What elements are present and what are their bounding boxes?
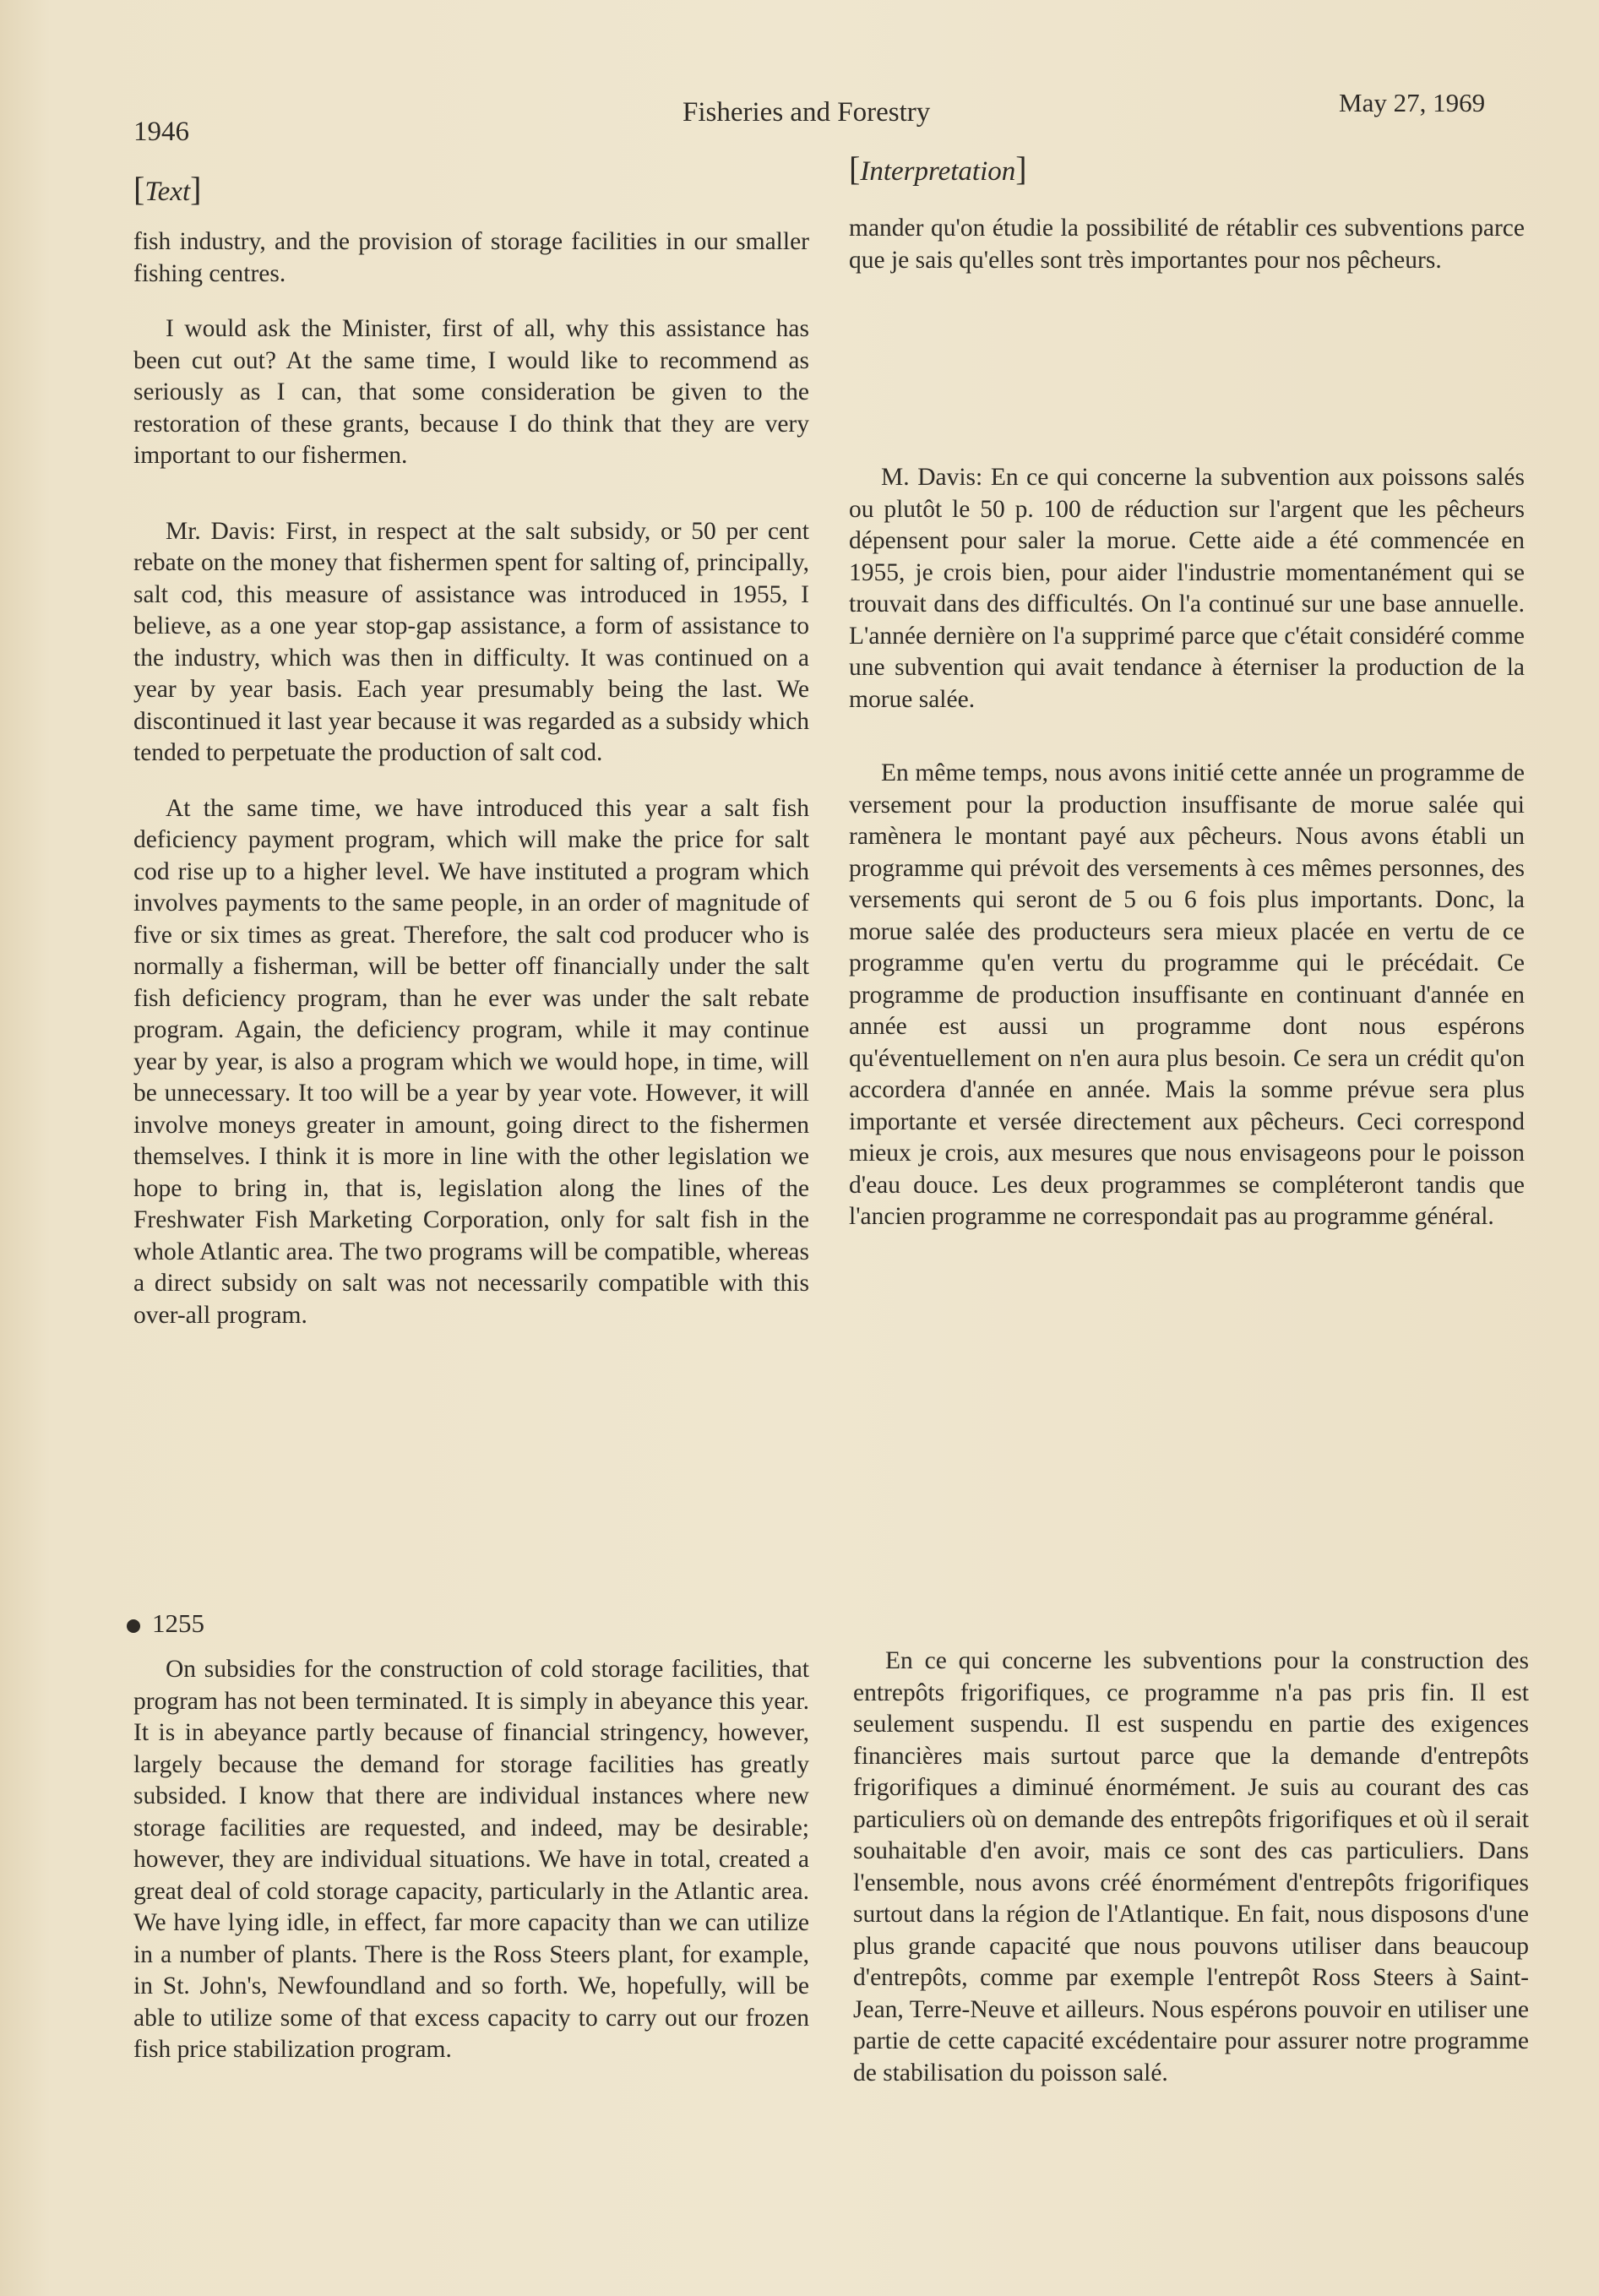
french-column-label: [Interpretation] <box>849 150 1027 188</box>
english-paragraph-2: I would ask the Minister, first of all, why this assistance has been cut out? At the same time, I would like to recommend as seriously as I can, that some consideration be given to the restoration of these grants, because I do think that they are very important to our fishermen. <box>133 315 809 469</box>
page-number: 1946 <box>133 117 189 147</box>
english-paragraph-4: At the same time, we have introduced this year a salt fish deficiency payment program, which will make the price for salt cod rise up to a higher level. We have instituted a program which involves payments to the same people, in an order of magnitude of five or six times as great. Therefore, the salt cod producer who is normally a fisherman, will be better off financially under the salt fish deficiency program, than he ever was under the salt rebate program. Again, the deficiency program, while it may continue year by year, is also a program which we would hope, in time, will be unnecessary. It too will be a year by year vote. However, it will involve moneys greater in amount, going direct to the fishermen themselves. I think it is more in line with the other legislation we hope to bring in, that is, legislation along the lines of the Freshwater Fish Marketing Corporation, only for salt fish in the whole Atlantic area. The two programs will be compatible, whereas a direct subsidy on salt was not necessarily compatible with this over-all program. <box>133 794 809 1329</box>
french-paragraph-1: mander qu'on étudie la possibilité de rétablir ces subventions parce que je sais qu'elles sont très importantes pour nos pêcheurs. <box>849 215 1525 274</box>
french-paragraph-2 <box>849 462 1525 715</box>
french-paragraph-3: En même temps, nous avons initié cette année un programme de versement pour la production insuffisante de morue salée qui ramènera le montant payé aux pêcheurs. Nous avons établi un programme qui prévoit des versements à ces mêmes personnes, des versements qui seront de 5 ou 6 fois plus importants. Donc, la morue salée des producteurs sera mieux placée en vertu de ce programme qu'en vertu du programme qui le précédait. Ce programme de production insuffisante en continuant d'année en année est aussi un programme dont nous espérons qu'éventuellement on n'en aura plus besoin. Ce sera un crédit qu'on accordera d'année en année. Mais la somme prévue sera plus importante et versée directement aux pêcheurs. Ceci correspond mieux je crois, aux mesures que nous envisageons pour le poisson d'eau douce. Les deux programmes se compléteront tandis que l'ancien programme ne correspondait pas au programme général. <box>849 759 1525 1230</box>
english-paragraph-3 <box>133 516 809 770</box>
speaker-name: Mr. Davis: <box>166 517 276 545</box>
page-date: May 27, 1969 <box>1339 88 1486 117</box>
english-paragraph-1: fish industry, and the provision of storage facilities in our smaller fishing centres. <box>133 228 809 287</box>
english-column-label: [Text] <box>133 170 202 208</box>
page-title: Fisheries and Forestry <box>683 97 931 128</box>
time-marker <box>127 1608 204 1639</box>
english-paragraph-3-text: First, in respect at the salt subsidy, or 50 per cent rebate on the money that fishermen spent for salting of, principally, salt cod, this measure of assistance was introduced in 1955, I believe, as a one year stop-gap assistance, a form of assistance to the industry, which was then in difficulty. It was continued on a year by year basis. Each year presumably being the last. We discontinued it last year because it was regarded as a subsidy which tended to perpetuate the production of salt cod. <box>133 517 809 766</box>
time-marker-text: 1255 <box>152 1608 204 1638</box>
speaker-name-fr: M. Davis: <box>881 464 983 491</box>
english-column-lower <box>133 1654 809 2090</box>
bullet-icon <box>127 1619 140 1633</box>
english-column-upper <box>133 226 809 1355</box>
french-column-upper <box>849 213 1525 1257</box>
french-paragraph-4: En ce qui concerne les subventions pour la construction des entrepôts frigorifiques, ce programme n'a pas pris fin. Il est seulement suspendu. Il est suspendu en partie des exigences financières mais surtout parce que la demande d'entrepôts frigorifiques a diminué énormément. Je suis au courant des cas particuliers où on demande des entrepôts frigorifiques et où il serait souhaitable d'en avoir, mais ce sont des cas particuliers. Dans l'ensemble, nous avons créé énormément d'entrepôts frigorifiques surtout dans la région de l'Atlantique. En fait, nous disposons d'une plus grande capacité que nous pouvons utiliser dans beaucoup d'entrepôts, comme par exemple l'entrepôt Ross Steers à Saint-Jean, Terre-Neuve et ailleurs. Nous espérons pouvoir en utiliser une partie de cette capacité excédentaire pour assurer notre programme de stabilisation du poisson salé. <box>853 1647 1529 2087</box>
french-paragraph-2-text: En ce qui concerne la subvention aux poissons salés ou plutôt le 50 p. 100 de réduction sur l'argent que les pêcheurs dépensent pour saler la morue. Cette aide a été commencée en 1955, je crois bien, pour aider l'industrie momentanément qui se trouvait dans des difficultés. On l'a continué sur une base annuelle. L'année dernière on l'a supprimé parce que c'était considéré comme une subvention qui avait tendance à éterniser la production de la morue salée. <box>849 464 1525 713</box>
english-paragraph-5: On subsidies for the construction of cold storage facilities, that program has not been terminated. It is simply in abeyance this year. It is in abeyance partly because of financial stringency, however, largely because the demand for storage facilities has greatly subsided. I know that there are individual instances where new storage facilities are requested, and indeed, may be desirable; however, they are individual situations. We have in total, created a great deal of cold storage capacity, particularly in the Atlantic area. We have lying idle, in effect, far more capacity than we can utilize in a number of plants. There is the Ross Steers plant, for example, in St. John's, Newfoundland and so forth. We, hopefully, will be able to utilize some of that excess capacity to carry out our frozen fish price stabilization program. <box>133 1656 809 2063</box>
french-label-text: Interpretation <box>860 156 1016 187</box>
english-label-text: Text <box>144 177 191 207</box>
french-column-lower <box>853 1646 1529 2113</box>
